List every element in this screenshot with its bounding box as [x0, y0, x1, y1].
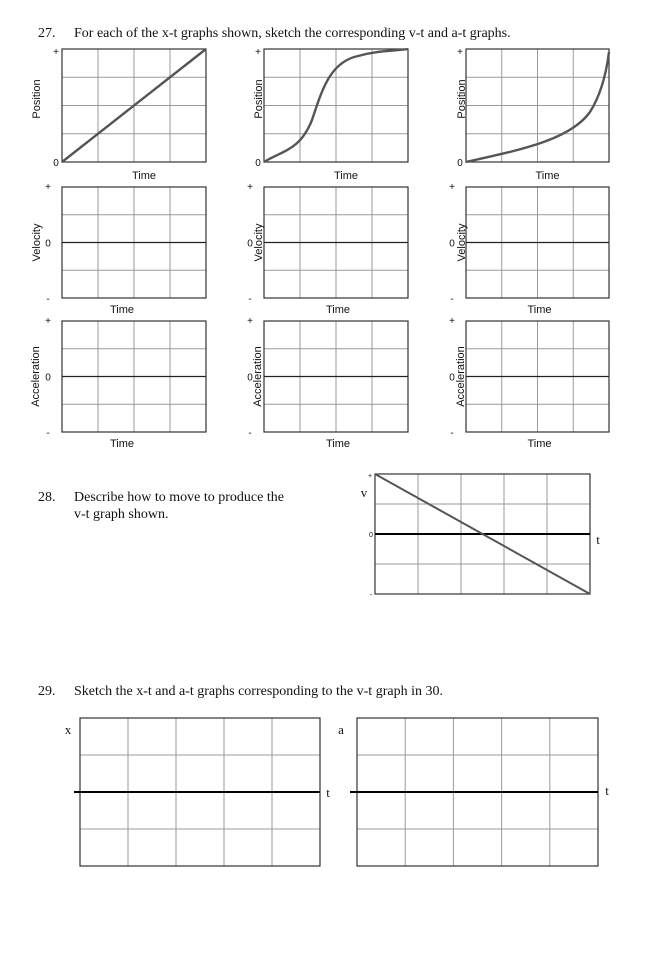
position-graph-2-plus: +: [255, 47, 261, 58]
acceleration-graph-2-zero: 0: [247, 372, 253, 384]
velocity-graph-2-plus: +: [247, 182, 253, 193]
position-graph-3-plus: +: [457, 47, 463, 58]
q29-text: Sketch the x-t and a-t graphs corresponding to the v-t graph in 30.: [74, 684, 443, 699]
q28-line1: Describe how to move to produce the: [74, 490, 284, 505]
position-graph-2-xlabel: Time: [333, 170, 359, 182]
acceleration-graph-2-ylabel: Acceleration: [251, 346, 264, 407]
acceleration-graph-2-xlabel: Time: [325, 438, 351, 450]
velocity-graph-3-xlabel: Time: [527, 304, 552, 316]
q28-plus: +: [367, 473, 373, 480]
acceleration-graph-3-plus: +: [449, 316, 455, 327]
q28-number: 28.: [38, 490, 56, 505]
acceleration-graph-3-ylabel: Acceleration: [454, 346, 467, 407]
velocity-graph-2-xlabel: Time: [325, 304, 351, 316]
velocity-graph-2-zero: 0: [247, 238, 253, 250]
velocity-graph-1-xlabel: Time: [109, 304, 135, 316]
velocity-graph-1-ylabel: Velocity: [30, 223, 43, 262]
position-graph-3-xlabel: Time: [535, 170, 560, 182]
velocity-graph-3-minus: -: [450, 294, 454, 305]
velocity-graph-3-ylabel: Velocity: [455, 223, 468, 262]
position-graph-3-zero: 0: [457, 158, 463, 169]
position-graph-2-zero: 0: [255, 158, 261, 169]
position-graph-2-ylabel: Position: [252, 79, 265, 119]
q29-number: 29.: [38, 684, 56, 699]
acceleration-graph-1-zero: 0: [45, 372, 51, 384]
velocity-graph-2-ylabel: Velocity: [252, 223, 265, 262]
position-graph-1-ylabel: Position: [30, 79, 43, 119]
position-graph-1-plus: +: [53, 47, 59, 58]
q28-minus: -: [369, 592, 373, 599]
q28-line2: v-t graph shown.: [74, 507, 169, 522]
acceleration-graph-1-xlabel: Time: [109, 438, 135, 450]
position-graph-1-zero: 0: [53, 158, 59, 169]
q29-xt-t-label: t: [326, 785, 330, 800]
velocity-graph-3-zero: 0: [449, 238, 455, 250]
q27-number: 27.: [38, 26, 56, 41]
velocity-graph-1-zero: 0: [45, 238, 51, 250]
acceleration-graph-1-ylabel: Acceleration: [29, 346, 42, 407]
acceleration-graph-3-xlabel: Time: [527, 438, 552, 450]
q29-a-label: a: [338, 722, 344, 737]
velocity-graph-1-minus: -: [46, 294, 50, 305]
acceleration-graph-3-minus: -: [450, 428, 454, 439]
q28-t-label: t: [596, 532, 600, 547]
q28-v-label: v: [360, 485, 368, 500]
position-graph-1-xlabel: Time: [131, 170, 157, 182]
velocity-graph-3-plus: +: [449, 182, 455, 193]
velocity-graph-2-minus: -: [248, 294, 252, 305]
acceleration-graph-1-minus: -: [46, 428, 50, 439]
acceleration-graph-1-plus: +: [45, 316, 51, 327]
acceleration-graph-3-zero: 0: [449, 372, 455, 384]
q28-zero: 0: [369, 532, 373, 539]
acceleration-graph-2-plus: +: [247, 316, 253, 327]
position-graph-3-ylabel: Position: [455, 79, 468, 119]
q27-text: For each of the x-t graphs shown, sketch the corresponding v-t and a-t graphs.: [74, 26, 511, 41]
q29-x-label: x: [64, 722, 72, 737]
acceleration-graph-2-minus: -: [248, 428, 252, 439]
velocity-graph-1-plus: +: [45, 182, 51, 193]
q29-at-t-label: t: [605, 783, 609, 798]
